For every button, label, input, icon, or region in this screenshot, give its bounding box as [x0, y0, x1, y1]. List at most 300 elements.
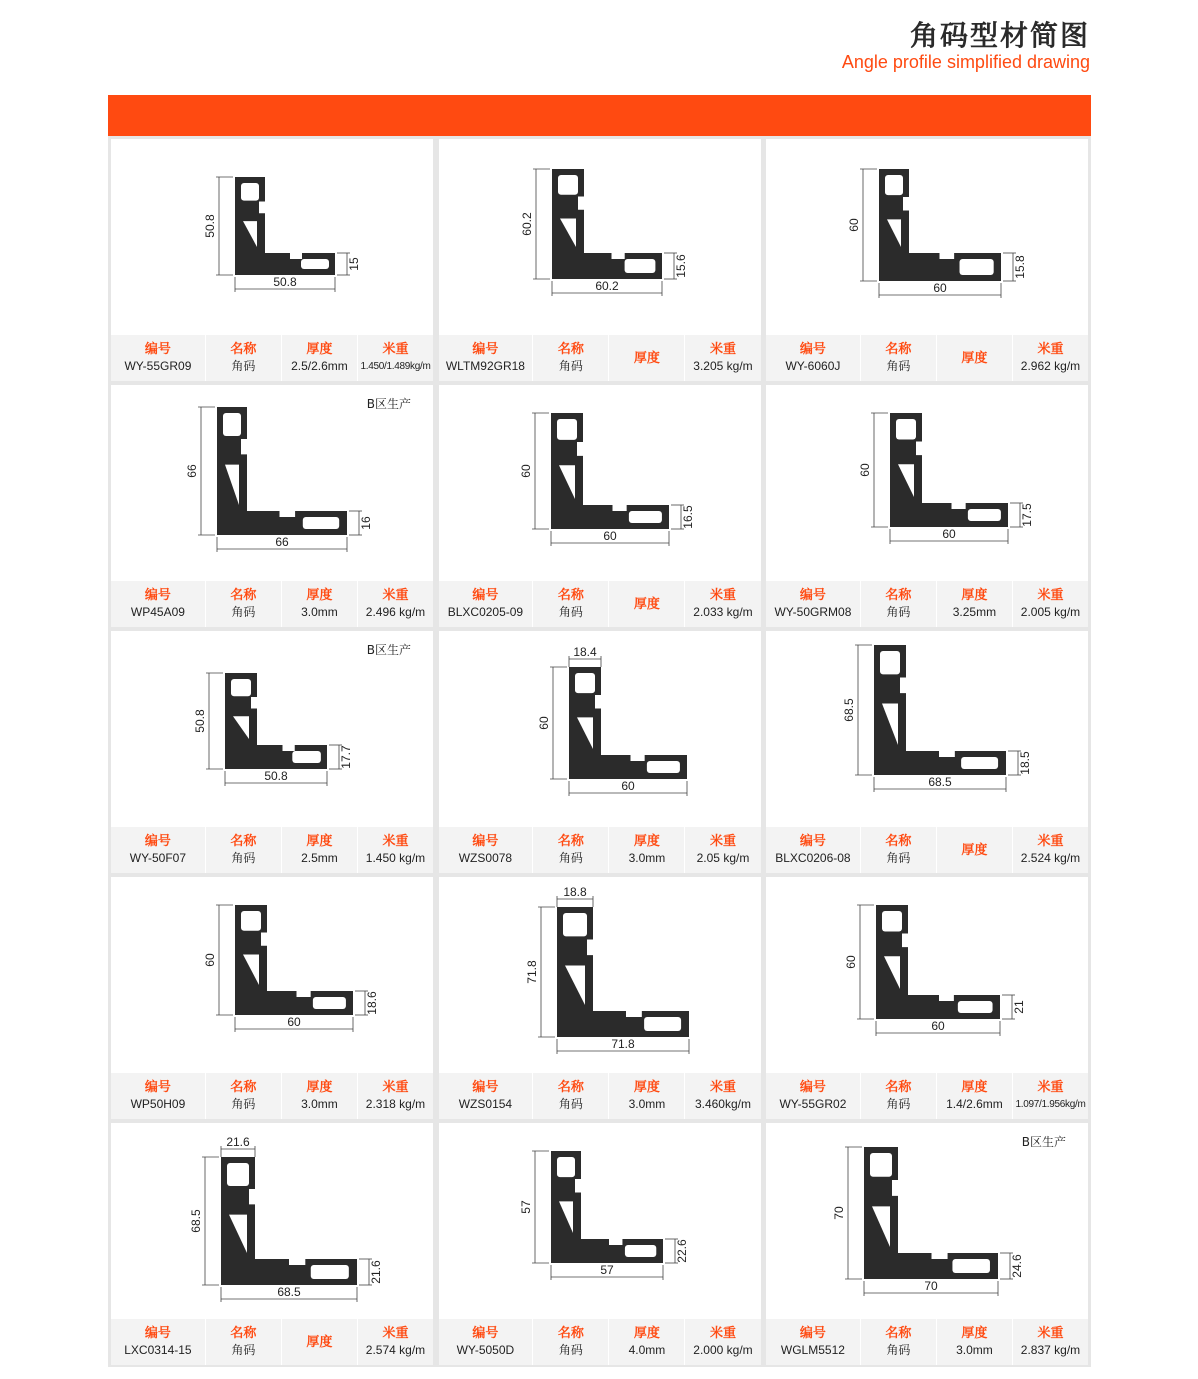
width-dimension-label: 60: [602, 529, 617, 543]
spec-name-cell: [532, 335, 608, 381]
spec-code-label: 编号: [144, 834, 171, 849]
height-dimension-label: 60: [518, 464, 533, 478]
leg-dimension-label: 15: [347, 257, 361, 271]
profile-drawing: [111, 877, 433, 1075]
profile-chamber: [644, 1017, 681, 1031]
page-subtitle: Angle profile simplified drawing: [841, 52, 1090, 72]
spec-weight-value: 2.496 kg/m: [365, 605, 426, 619]
spec-table: [766, 581, 1088, 627]
width-dimension-label: 70: [924, 1279, 938, 1293]
spec-weight-value: 2.033 kg/m: [693, 605, 753, 619]
profile-drawing: [111, 631, 433, 829]
spec-weight-value: 2.524 kg/m: [1020, 851, 1081, 865]
height-dimension-label: 68.5: [189, 1209, 203, 1233]
spec-name-label: 名称: [230, 1326, 257, 1341]
profile-chamber: [227, 1163, 249, 1186]
profile-diagram: [111, 631, 433, 827]
profile-card: [439, 139, 761, 381]
spec-thickness-value: 2.5mm: [301, 851, 338, 865]
profile-drawing: [766, 877, 1088, 1075]
spec-code-label: 编号: [472, 588, 499, 603]
spec-code-label: 编号: [799, 1080, 826, 1095]
accent-bar: [108, 95, 1091, 136]
height-dimension-label: 60: [847, 218, 861, 232]
spec-thickness-label: 厚度: [633, 596, 660, 612]
spec-weight-cell: [1012, 1073, 1088, 1119]
spec-weight-label: 米重: [709, 588, 736, 603]
spec-weight-cell: [684, 827, 760, 873]
spec-table: [439, 1073, 761, 1119]
spec-code-label: 编号: [144, 1080, 171, 1095]
spec-weight-label: 米重: [382, 342, 409, 357]
spec-weight-value: 1.450 kg/m: [365, 851, 426, 865]
profile-drawing: [766, 1123, 1088, 1321]
spec-weight-cell: [684, 1319, 760, 1365]
spec-table: [439, 827, 761, 873]
spec-name-value: 角码: [886, 1343, 911, 1357]
spec-weight-label: 米重: [382, 588, 409, 603]
height-dimension-label: 70: [832, 1206, 846, 1220]
leg-dimension-label: 21.6: [369, 1260, 383, 1284]
width-dimension-label: 60: [942, 527, 956, 541]
spec-code-cell: [439, 581, 533, 627]
width-dimension-label: 66: [275, 535, 289, 549]
profile-diagram: [766, 631, 1088, 827]
spec-weight-label: 米重: [1037, 342, 1064, 357]
profile-drawing: [766, 631, 1088, 829]
profile-diagram: [439, 877, 761, 1073]
profile-drawing: [439, 877, 761, 1075]
spec-code-value: WLTM92GR18: [445, 359, 525, 373]
spec-table: [111, 335, 433, 381]
spec-table: [111, 581, 433, 627]
spec-code-value: WGLM5512: [780, 1343, 845, 1357]
profile-card: [439, 385, 761, 627]
spec-table: [766, 1073, 1088, 1119]
spec-name-cell: [205, 1073, 281, 1119]
production-zone-note: B区生产: [1021, 1135, 1066, 1149]
spec-table: [111, 1319, 433, 1365]
spec-thickness-label: 厚度: [306, 1080, 333, 1095]
spec-name-cell: [532, 1073, 608, 1119]
spec-code-value: WP45A09: [130, 605, 185, 619]
profile-chamber: [558, 175, 578, 195]
height-dimension-label: 57: [518, 1200, 533, 1214]
profile-chamber: [896, 419, 916, 440]
spec-thickness-value: 3.0mm: [628, 851, 666, 865]
profile-card: [766, 139, 1088, 381]
height-dimension-label: 68.5: [842, 698, 856, 722]
spec-table: [111, 827, 433, 873]
profile-chamber: [960, 259, 994, 275]
spec-code-label: 编号: [799, 588, 826, 603]
production-zone-note: B区生产: [366, 643, 411, 657]
spec-thickness-label: 厚度: [306, 834, 333, 849]
spec-weight-value: 2.005 kg/m: [1020, 605, 1081, 619]
spec-weight-cell: [1012, 827, 1088, 873]
spec-weight-label: 米重: [1037, 1080, 1064, 1095]
spec-thickness-value: 2.5/2.6mm: [291, 359, 348, 373]
spec-code-value: WZS0154: [458, 1097, 513, 1111]
spec-code-label: 编号: [472, 342, 499, 357]
production-zone-note: B区生产: [366, 397, 411, 411]
top-dimension-label: 21.6: [226, 1135, 250, 1149]
profile-drawing: [439, 631, 761, 829]
profile-chamber: [557, 1157, 575, 1177]
spec-code-cell: [439, 335, 533, 381]
spec-name-cell: [205, 1319, 281, 1365]
height-dimension-label: 50.8: [193, 709, 207, 733]
spec-thickness-cell: [936, 581, 1012, 627]
leg-dimension-label: 18.5: [1018, 751, 1032, 775]
leg-dimension-label: 15.6: [673, 254, 688, 278]
spec-weight-value: 2.962 kg/m: [1020, 359, 1081, 373]
spec-table: [111, 1073, 433, 1119]
spec-code-value: WZS0078: [458, 851, 513, 865]
spec-weight-value: 1.450/1.489kg/m: [360, 361, 431, 372]
leg-dimension-label: 22.6: [674, 1239, 689, 1263]
spec-code-cell: [111, 335, 205, 381]
height-dimension-label: 66: [185, 464, 199, 478]
spec-name-label: 名称: [885, 834, 912, 849]
spec-weight-value: 3.460kg/m: [694, 1097, 751, 1111]
profile-chamber: [557, 419, 577, 440]
spec-weight-cell: [1012, 581, 1088, 627]
spec-thickness-label: 厚度: [961, 1080, 988, 1095]
spec-code-label: 编号: [144, 342, 171, 357]
height-dimension-label: 60: [844, 955, 858, 969]
top-dimension-label: 18.8: [562, 885, 587, 899]
spec-code-cell: [439, 1319, 533, 1365]
profile-chamber: [646, 761, 679, 773]
profile-card: [766, 1123, 1088, 1365]
spec-name-value: 角码: [231, 1097, 256, 1111]
leg-dimension-label: 24.6: [1010, 1254, 1024, 1278]
spec-name-label: 名称: [230, 1080, 257, 1095]
spec-code-value: WY-50GRM08: [774, 605, 852, 619]
spec-code-cell: [766, 335, 860, 381]
spec-code-value: WY-55GR02: [779, 1097, 847, 1111]
profile-drawing: [766, 139, 1088, 337]
leg-dimension-label: 17.5: [1020, 503, 1034, 527]
profile-chamber: [885, 175, 903, 195]
width-dimension-label: 71.8: [610, 1037, 635, 1051]
spec-weight-cell: [357, 1319, 433, 1365]
profile-chamber: [563, 913, 587, 936]
profile-grid: [108, 136, 1091, 1367]
profile-drawing: [439, 385, 761, 583]
spec-name-label: 名称: [885, 588, 912, 603]
spec-code-cell: [111, 1073, 205, 1119]
spec-weight-value: 3.205 kg/m: [693, 359, 753, 373]
width-dimension-label: 60: [933, 281, 947, 295]
profile-card: [439, 877, 761, 1119]
profile-diagram: [439, 1123, 761, 1319]
profile-card: [766, 877, 1088, 1119]
spec-name-label: 名称: [885, 342, 912, 357]
height-dimension-label: 60: [203, 953, 217, 967]
spec-name-cell: [532, 1319, 608, 1365]
spec-thickness-cell: [281, 827, 357, 873]
spec-name-label: 名称: [557, 342, 584, 357]
spec-code-label: 编号: [472, 1326, 499, 1341]
spec-thickness-cell: [281, 335, 357, 381]
spec-code-label: 编号: [799, 834, 826, 849]
profile-chamber: [231, 679, 251, 696]
spec-thickness-cell: [936, 827, 1012, 873]
profile-diagram: [111, 1123, 433, 1319]
profile-chamber: [241, 183, 259, 201]
page-title: 角码型材简图: [909, 19, 1090, 52]
height-dimension-label: 60.2: [519, 212, 534, 236]
spec-thickness-value: 1.4/2.6mm: [946, 1097, 1003, 1111]
spec-name-label: 名称: [557, 1326, 584, 1341]
spec-name-label: 名称: [230, 588, 257, 603]
spec-weight-cell: [357, 1073, 433, 1119]
profile-chamber: [882, 911, 902, 932]
profile-chamber: [624, 1245, 655, 1257]
profile-card: [111, 385, 433, 627]
spec-thickness-label: 厚度: [961, 588, 988, 603]
spec-thickness-label: 厚度: [961, 350, 988, 366]
spec-table: [439, 581, 761, 627]
spec-thickness-cell: [281, 1319, 357, 1365]
spec-thickness-value: 4.0mm: [628, 1343, 666, 1357]
width-dimension-label: 50.8: [273, 275, 297, 289]
spec-thickness-label: 厚度: [633, 1326, 660, 1341]
spec-code-cell: [766, 581, 860, 627]
spec-weight-cell: [1012, 1319, 1088, 1365]
spec-code-cell: [111, 581, 205, 627]
spec-weight-cell: [684, 1073, 760, 1119]
spec-name-cell: [860, 827, 936, 873]
spec-code-value: WY-55GR09: [124, 359, 192, 373]
spec-code-label: 编号: [472, 1080, 499, 1095]
spec-weight-value: 2.574 kg/m: [365, 1343, 426, 1357]
profile-chamber: [303, 517, 339, 529]
spec-name-cell: [860, 1073, 936, 1119]
profile-drawing: [439, 1123, 761, 1321]
spec-weight-value: 2.837 kg/m: [1020, 1343, 1081, 1357]
leg-dimension-label: 16.5: [680, 505, 695, 529]
spec-name-value: 角码: [558, 1343, 583, 1357]
profile-chamber: [958, 1001, 993, 1013]
spec-code-value: BLXC0206-08: [775, 851, 851, 865]
spec-name-value: 角码: [886, 1097, 911, 1111]
profile-chamber: [223, 413, 241, 436]
spec-table: [439, 335, 761, 381]
spec-name-value: 角码: [558, 359, 583, 373]
spec-thickness-cell: [608, 335, 684, 381]
spec-code-label: 编号: [799, 1326, 826, 1341]
spec-code-cell: [766, 1073, 860, 1119]
spec-code-label: 编号: [144, 1326, 171, 1341]
spec-weight-label: 米重: [709, 834, 736, 849]
profile-card: [766, 385, 1088, 627]
spec-table: [766, 1319, 1088, 1365]
spec-code-label: 编号: [144, 588, 171, 603]
profile-card: [439, 631, 761, 873]
spec-name-cell: [205, 335, 281, 381]
profile-chamber: [311, 1265, 349, 1279]
leg-dimension-label: 17.7: [339, 745, 353, 769]
spec-thickness-cell: [936, 1319, 1012, 1365]
spec-name-label: 名称: [885, 1080, 912, 1095]
width-dimension-label: 60: [287, 1015, 301, 1029]
profile-chamber: [575, 673, 595, 693]
height-dimension-label: 60: [858, 463, 872, 477]
spec-weight-cell: [684, 581, 760, 627]
spec-code-cell: [439, 827, 533, 873]
leg-dimension-label: 18.6: [365, 991, 379, 1015]
profile-chamber: [301, 259, 329, 269]
spec-code-label: 编号: [799, 342, 826, 357]
spec-name-value: 角码: [886, 851, 911, 865]
spec-name-label: 名称: [230, 342, 257, 357]
width-dimension-label: 60.2: [594, 279, 619, 293]
spec-name-value: 角码: [558, 605, 583, 619]
spec-name-label: 名称: [557, 588, 584, 603]
spec-name-value: 角码: [231, 605, 256, 619]
spec-name-label: 名称: [885, 1326, 912, 1341]
width-dimension-label: 60: [620, 779, 635, 793]
spec-name-value: 角码: [886, 605, 911, 619]
spec-name-value: 角码: [558, 1097, 583, 1111]
profile-diagram: [766, 1123, 1088, 1319]
profile-card: [439, 1123, 761, 1365]
spec-thickness-label: 厚度: [961, 1326, 988, 1341]
spec-name-cell: [205, 827, 281, 873]
spec-weight-label: 米重: [1037, 588, 1064, 603]
profile-diagram: [111, 139, 433, 335]
spec-code-label: 编号: [472, 834, 499, 849]
profile-chamber: [292, 751, 321, 763]
spec-thickness-value: 3.0mm: [956, 1343, 993, 1357]
spec-code-cell: [766, 827, 860, 873]
spec-weight-value: 2.000 kg/m: [693, 1343, 753, 1357]
spec-thickness-value: 3.0mm: [301, 605, 338, 619]
spec-name-value: 角码: [231, 1343, 256, 1357]
spec-weight-value: 2.318 kg/m: [365, 1097, 426, 1111]
profile-diagram: [111, 877, 433, 1073]
leg-dimension-label: 21: [1012, 1000, 1026, 1014]
spec-name-value: 角码: [558, 851, 583, 865]
spec-name-label: 名称: [230, 834, 257, 849]
profile-drawing: [439, 139, 761, 337]
spec-weight-cell: [357, 581, 433, 627]
spec-weight-cell: [357, 335, 433, 381]
spec-thickness-cell: [608, 1073, 684, 1119]
profile-diagram: [439, 631, 761, 827]
spec-name-value: 角码: [231, 851, 256, 865]
profile-diagram: [439, 385, 761, 581]
spec-weight-label: 米重: [1037, 834, 1064, 849]
spec-thickness-cell: [936, 335, 1012, 381]
profile-chamber: [624, 259, 655, 273]
spec-thickness-value: 3.25mm: [952, 605, 997, 619]
profile-card: [111, 1123, 433, 1365]
spec-weight-label: 米重: [382, 834, 409, 849]
spec-code-cell: [111, 1319, 205, 1365]
spec-name-label: 名称: [557, 834, 584, 849]
spec-code-value: WY-50F07: [129, 851, 187, 865]
width-dimension-label: 60: [931, 1019, 945, 1033]
spec-thickness-label: 厚度: [633, 350, 660, 366]
profile-chamber: [880, 651, 900, 674]
profile-diagram: [766, 385, 1088, 581]
spec-thickness-value: 3.0mm: [301, 1097, 338, 1111]
width-dimension-label: 68.5: [277, 1285, 301, 1299]
spec-table: [439, 1319, 761, 1365]
leg-dimension-label: 16: [359, 516, 373, 530]
spec-thickness-cell: [608, 827, 684, 873]
spec-thickness-cell: [608, 1319, 684, 1365]
spec-name-label: 名称: [557, 1080, 584, 1095]
profile-drawing: [111, 385, 433, 583]
top-dimension-label: 18.4: [572, 645, 597, 659]
spec-weight-label: 米重: [709, 1326, 736, 1341]
spec-thickness-cell: [936, 1073, 1012, 1119]
spec-code-value: WP50H09: [130, 1097, 186, 1111]
spec-code-value: BLXC0205-09: [447, 605, 524, 619]
profile-chamber: [952, 1259, 990, 1273]
width-dimension-label: 57: [599, 1263, 614, 1277]
spec-weight-label: 米重: [709, 1080, 736, 1095]
spec-thickness-cell: [608, 581, 684, 627]
profile-card: [766, 631, 1088, 873]
spec-name-cell: [532, 827, 608, 873]
profile-chamber: [968, 509, 1001, 521]
spec-thickness-label: 厚度: [961, 842, 988, 858]
spec-weight-label: 米重: [382, 1326, 409, 1341]
profile-drawing: [111, 139, 433, 337]
spec-weight-value: 1.097/1.956kg/m: [1015, 1099, 1086, 1110]
spec-code-cell: [111, 827, 205, 873]
spec-thickness-value: 3.0mm: [628, 1097, 666, 1111]
profile-card: [111, 139, 433, 381]
spec-table: [766, 827, 1088, 873]
spec-thickness-label: 厚度: [633, 1080, 660, 1095]
profile-chamber: [241, 911, 261, 931]
profile-diagram: [766, 139, 1088, 335]
profile-diagram: [111, 385, 433, 581]
width-dimension-label: 68.5: [928, 775, 952, 789]
spec-name-cell: [205, 581, 281, 627]
spec-thickness-cell: [281, 581, 357, 627]
profile-diagram: [766, 877, 1088, 1073]
width-dimension-label: 50.8: [264, 769, 288, 783]
spec-name-cell: [860, 1319, 936, 1365]
spec-weight-label: 米重: [709, 342, 736, 357]
spec-weight-cell: [1012, 335, 1088, 381]
spec-name-cell: [860, 581, 936, 627]
spec-weight-value: 2.05 kg/m: [696, 851, 750, 865]
profile-card: [111, 631, 433, 873]
profile-drawing: [111, 1123, 433, 1321]
profile-chamber: [628, 511, 661, 523]
spec-name-cell: [860, 335, 936, 381]
spec-weight-cell: [357, 827, 433, 873]
spec-name-value: 角码: [886, 359, 911, 373]
spec-thickness-cell: [281, 1073, 357, 1119]
spec-table: [766, 335, 1088, 381]
spec-code-cell: [439, 1073, 533, 1119]
height-dimension-label: 71.8: [524, 960, 539, 984]
profile-chamber: [961, 757, 998, 769]
spec-weight-label: 米重: [1037, 1326, 1064, 1341]
spec-thickness-label: 厚度: [306, 588, 333, 603]
spec-code-value: LXC0314-15: [124, 1343, 192, 1357]
